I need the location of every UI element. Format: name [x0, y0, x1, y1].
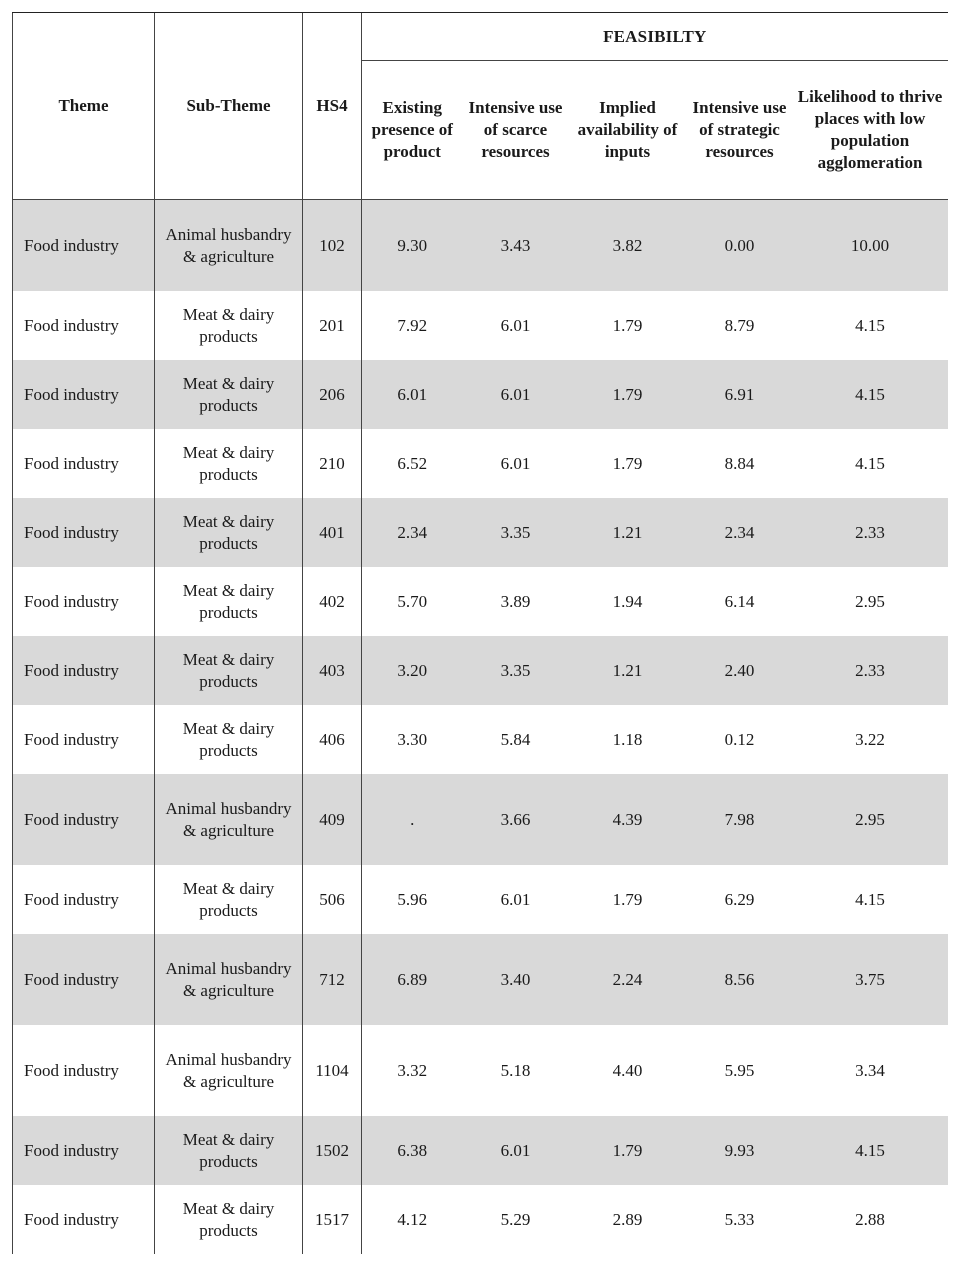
cell-hs4: 401 — [303, 498, 362, 567]
cell-existing-presence: 6.01 — [362, 360, 463, 429]
cell-theme: Food industry — [13, 1025, 155, 1116]
cell-theme: Food industry — [13, 498, 155, 567]
table-row — [13, 1185, 948, 1254]
cell-scarce-resources: 6.01 — [463, 1116, 569, 1185]
cell-existing-presence: 3.30 — [362, 705, 463, 774]
table-row — [13, 498, 948, 567]
cell-theme: Food industry — [13, 200, 155, 292]
cell-availability-inputs: 1.79 — [569, 360, 687, 429]
cell-availability-inputs: 1.79 — [612, 315, 643, 335]
cell-theme: Food industry — [13, 429, 155, 498]
cell-strategic-resources: 6.91 — [687, 360, 793, 429]
cell-scarce-resources: 5.18 — [500, 1060, 531, 1080]
cell-scarce-resources: 5.29 — [500, 1209, 531, 1229]
cell-low-population: 10.00 — [793, 200, 948, 292]
cell-low-population: 4.15 — [855, 453, 885, 473]
cell-availability-inputs: 1.18 — [612, 729, 643, 749]
table-row — [13, 291, 948, 360]
cell-theme: Food industry — [13, 567, 155, 636]
cell-existing-presence: 4.12 — [362, 1185, 463, 1254]
cell-low-population: 4.15 — [855, 315, 885, 335]
cell-existing-presence: . — [362, 774, 463, 865]
header-scarce-resources: Intensive use of scarce resources — [463, 61, 569, 200]
cell-strategic-resources: 7.98 — [687, 774, 793, 865]
cell-availability-inputs: 1.21 — [569, 498, 687, 567]
cell-low-population: 2.95 — [855, 591, 885, 611]
cell-sub-theme: Animal husbandry & agriculture — [155, 934, 303, 1025]
cell-strategic-resources: 9.93 — [687, 1116, 793, 1185]
header-strategic-resources: Intensive use of strategic resources — [687, 61, 793, 200]
cell-sub-theme: Meat & dairy products — [155, 636, 303, 705]
cell-theme: Food industry — [13, 360, 155, 429]
table-row — [13, 1025, 948, 1116]
cell-sub-theme: Meat & dairy products — [155, 498, 303, 567]
cell-availability-inputs: 4.40 — [612, 1060, 643, 1080]
table-row — [13, 865, 948, 934]
cell-existing-presence: 6.38 — [362, 1116, 463, 1185]
cell-low-population: 4.15 — [855, 889, 885, 909]
table-row — [13, 200, 948, 292]
cell-hs4: 712 — [303, 934, 362, 1025]
cell-hs4: 102 — [303, 200, 362, 292]
cell-theme: Food industry — [13, 865, 155, 934]
cell-sub-theme: Animal husbandry & agriculture — [155, 774, 303, 865]
cell-hs4: 1502 — [303, 1116, 362, 1185]
cell-hs4: 201 — [303, 291, 362, 360]
cell-strategic-resources: 8.84 — [724, 453, 755, 473]
cell-availability-inputs: 1.21 — [569, 636, 687, 705]
cell-low-population: 2.33 — [793, 636, 948, 705]
cell-theme: Food industry — [13, 705, 155, 774]
cell-existing-presence: 5.96 — [362, 865, 463, 934]
cell-scarce-resources: 6.01 — [500, 889, 531, 909]
cell-sub-theme: Meat & dairy products — [155, 360, 303, 429]
cell-low-population: 4.15 — [793, 1116, 948, 1185]
table-body — [13, 200, 948, 1255]
cell-theme: Food industry — [13, 291, 155, 360]
cell-strategic-resources: 8.79 — [724, 315, 755, 335]
cell-strategic-resources: 8.56 — [687, 934, 793, 1025]
cell-availability-inputs: 1.79 — [569, 1116, 687, 1185]
header-feasibility-group: FEASIBILTY — [362, 13, 948, 61]
cell-existing-presence: 3.20 — [362, 636, 463, 705]
table-row — [13, 567, 948, 636]
cell-scarce-resources: 6.01 — [500, 453, 531, 473]
cell-sub-theme: Meat & dairy products — [155, 291, 303, 360]
feasibility-table-container — [12, 12, 947, 1254]
cell-hs4: 1517 — [303, 1185, 362, 1254]
header-availability-inputs: Implied availability of inputs — [569, 61, 687, 200]
cell-hs4: 406 — [303, 705, 362, 774]
cell-hs4: 210 — [303, 429, 362, 498]
cell-strategic-resources: 5.95 — [724, 1060, 755, 1080]
cell-strategic-resources: 2.40 — [687, 636, 793, 705]
cell-availability-inputs: 4.39 — [569, 774, 687, 865]
table-row — [13, 636, 948, 705]
cell-availability-inputs: 2.24 — [569, 934, 687, 1025]
cell-hs4: 506 — [303, 865, 362, 934]
cell-sub-theme: Meat & dairy products — [155, 429, 303, 498]
cell-strategic-resources: 0.00 — [687, 200, 793, 292]
cell-low-population: 2.95 — [793, 774, 948, 865]
cell-availability-inputs: 1.79 — [612, 453, 643, 473]
header-theme: Theme — [13, 13, 155, 200]
cell-strategic-resources: 6.29 — [724, 889, 755, 909]
cell-availability-inputs: 1.94 — [612, 591, 643, 611]
table-row — [13, 429, 948, 498]
cell-theme: Food industry — [13, 1116, 155, 1185]
cell-sub-theme: Meat & dairy products — [155, 1116, 303, 1185]
table-row — [13, 705, 948, 774]
cell-scarce-resources: 3.35 — [463, 636, 569, 705]
cell-hs4: 206 — [303, 360, 362, 429]
cell-low-population: 2.33 — [793, 498, 948, 567]
cell-scarce-resources: 3.40 — [463, 934, 569, 1025]
cell-scarce-resources: 3.43 — [463, 200, 569, 292]
cell-existing-presence: 6.89 — [362, 934, 463, 1025]
cell-sub-theme: Meat & dairy products — [155, 705, 303, 774]
cell-existing-presence: 7.92 — [362, 291, 463, 360]
cell-scarce-resources: 3.35 — [463, 498, 569, 567]
cell-theme: Food industry — [13, 934, 155, 1025]
table-header — [13, 13, 948, 200]
cell-availability-inputs: 3.82 — [569, 200, 687, 292]
cell-existing-presence: 9.30 — [362, 200, 463, 292]
cell-existing-presence: 6.52 — [362, 429, 463, 498]
cell-sub-theme: Meat & dairy products — [155, 865, 303, 934]
cell-hs4: 409 — [303, 774, 362, 865]
table-row — [13, 934, 948, 1025]
cell-scarce-resources: 6.01 — [463, 360, 569, 429]
cell-scarce-resources: 6.01 — [500, 315, 531, 335]
cell-strategic-resources: 2.34 — [687, 498, 793, 567]
cell-low-population: 3.22 — [855, 729, 885, 749]
cell-sub-theme: Animal husbandry & agriculture — [155, 1025, 303, 1116]
table-row — [13, 1116, 948, 1185]
cell-low-population: 2.88 — [855, 1209, 885, 1229]
cell-theme: Food industry — [13, 774, 155, 865]
cell-availability-inputs: 2.89 — [612, 1209, 643, 1229]
cell-sub-theme: Meat & dairy products — [155, 567, 303, 636]
header-existing-presence: Existing presence of product — [362, 61, 463, 200]
feasibility-table — [12, 12, 948, 1254]
cell-sub-theme: Animal husbandry & agriculture — [155, 200, 303, 292]
header-sub-theme: Sub-Theme — [155, 13, 303, 200]
cell-scarce-resources: 3.66 — [463, 774, 569, 865]
cell-scarce-resources: 3.89 — [500, 591, 531, 611]
cell-low-population: 3.75 — [793, 934, 948, 1025]
table-row — [13, 360, 948, 429]
header-low-population: Likelihood to thrive places with low population agglomeration — [793, 61, 948, 200]
cell-hs4: 402 — [303, 567, 362, 636]
cell-existing-presence: 2.34 — [362, 498, 463, 567]
header-hs4: HS4 — [303, 13, 362, 200]
cell-strategic-resources: 6.14 — [724, 591, 755, 611]
cell-hs4: 403 — [303, 636, 362, 705]
table-row — [13, 774, 948, 865]
cell-existing-presence: 5.70 — [362, 567, 463, 636]
cell-availability-inputs: 1.79 — [612, 889, 643, 909]
cell-sub-theme: Meat & dairy products — [155, 1185, 303, 1254]
cell-low-population: 3.34 — [855, 1060, 885, 1080]
cell-strategic-resources: 0.12 — [724, 729, 755, 749]
cell-theme: Food industry — [13, 636, 155, 705]
cell-scarce-resources: 5.84 — [500, 729, 531, 749]
cell-theme: Food industry — [13, 1185, 155, 1254]
cell-strategic-resources: 5.33 — [724, 1209, 755, 1229]
cell-low-population: 4.15 — [793, 360, 948, 429]
cell-existing-presence: 3.32 — [362, 1025, 463, 1116]
cell-hs4: 1104 — [303, 1025, 362, 1116]
